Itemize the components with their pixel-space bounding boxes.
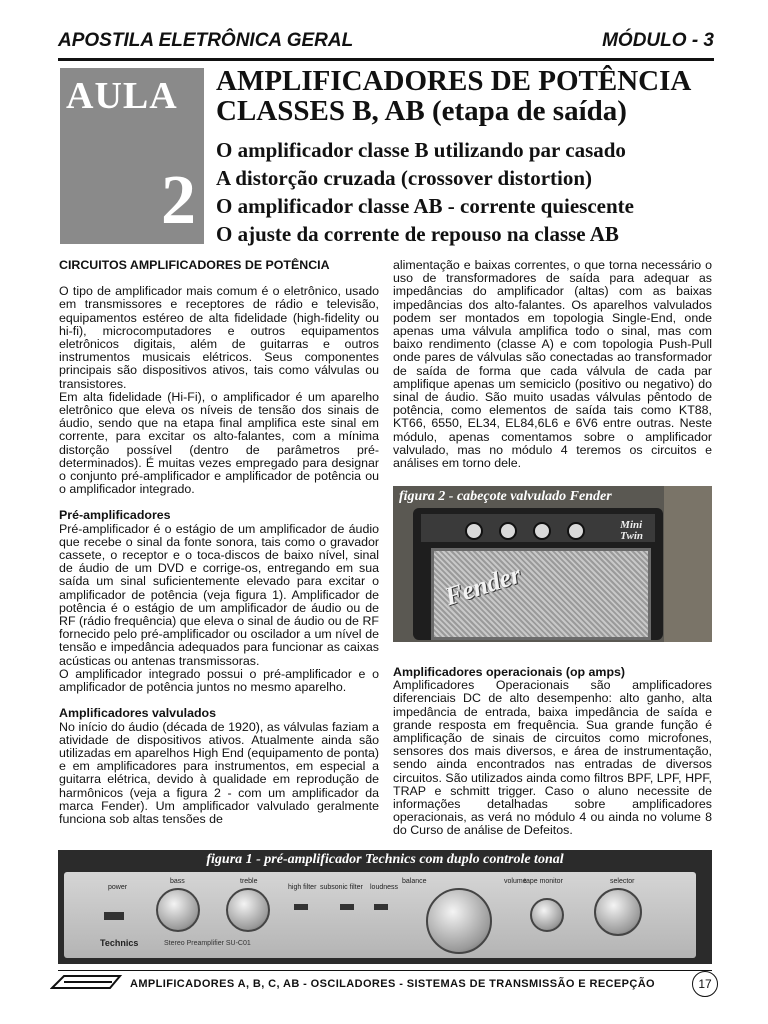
- paragraph: Em alta fidelidade (Hi-Fi), o amplificador é um aparelho eletrônico que eleva os níveis de tensão dos sinais de áudio, sendo que na etapa final amplifica este sinal em corrente, para excitar os alto-falantes, com a mínima distorção possível (dentro de parâmetros pré-determinados). É muitas vezes empregado para designar o conjunto pré-amplificador e amplificador de potência ou o amplificador integrado.: [59, 389, 379, 497]
- lesson-word: AULA: [66, 75, 178, 117]
- paragraph: O amplificador integrado possui o pré-amplificador e o amplificador de potência juntos no mesmo aparelho.: [59, 666, 379, 695]
- section-heading: CIRCUITOS AMPLIFICADORES DE POTÊNCIA: [59, 258, 330, 272]
- page-number: 17: [692, 971, 718, 997]
- topic-item: O amplificador classe B utilizando par casado: [216, 138, 626, 162]
- bass-knob-icon: [156, 888, 200, 932]
- knob-icon: [499, 522, 517, 540]
- treble-label: treble: [240, 878, 258, 885]
- right-column-lower: [393, 666, 712, 838]
- model-label: Stereo Preamplifier SU-C01: [164, 940, 251, 947]
- lesson-box: [60, 68, 204, 244]
- knob-icon: [465, 522, 483, 540]
- tape-monitor-knob-icon: [530, 898, 564, 932]
- lesson-title: [216, 66, 691, 126]
- section-heading: Amplificadores operacionais (op amps): [393, 665, 626, 679]
- subsonic-filter-button-icon: [340, 904, 354, 910]
- module-label: MÓDULO - 3: [602, 30, 714, 51]
- amp-head-image: [413, 508, 663, 640]
- high-filter-label: high filter: [288, 884, 317, 891]
- power-switch-icon: [104, 912, 124, 920]
- speaker-grille: [431, 548, 651, 640]
- preamp-image: [64, 872, 696, 958]
- tape-monitor-label: tape monitor: [524, 878, 563, 885]
- paragraph: O tipo de amplificador mais comum é o eletrônico, usado em transmissores e receptores de rádio e televisão, equipamentos estéreo de alta fidelidade (high-fidelity ou hi-fi), microcomputadores e outros equipamentos eletrônicos digitais, além de guitarras e outros instrumentos musicais elétricos. Seus componentes principais são dispositivos ativos, tais como válvulas ou transistores.: [59, 284, 379, 391]
- footer-rule: [58, 970, 712, 971]
- loudness-button-icon: [374, 904, 388, 910]
- figure-2-caption: figura 2 - cabeçote valvulado Fender: [399, 489, 612, 504]
- selector-knob-icon: [594, 888, 642, 936]
- lesson-number: 2: [161, 162, 196, 239]
- section-heading: Amplificadores valvulados: [59, 706, 217, 721]
- paragraph: Amplificadores Operacionais são amplificadores diferenciais DC de alto desempenho: alto ganho, alta impedância de entrada, baixa impedância de saída e grande resposta em frequência. Sua grande função é amplificação de sinais de circuitos como microfones, sensores dos mais diversos, e área de instrumentação, sendo ainda encontrados nas entradas de diversos circuitos. São utilizados ainda como filtros BPF, LPF, HPF, TRAP e schmitt trigger. Caso o aluno necessite de informações detalhadas sobre amplificadores operacionais, as verá no módulo 4 ou ainda no volume 8 do Curso de análise de Defeitos.: [393, 678, 712, 838]
- figure-1-technics-preamp: [58, 850, 712, 964]
- knob-icon: [567, 522, 585, 540]
- brand-logo: Technics: [100, 938, 139, 948]
- header-rule: [58, 58, 714, 61]
- title-line-1: AMPLIFICADORES DE POTÊNCIA: [216, 65, 692, 97]
- figure-1-caption: figura 1 - pré-amplificador Technics com duplo controle tonal: [206, 852, 564, 867]
- subsonic-filter-label: subsonic filter: [320, 884, 363, 891]
- paragraph: alimentação e baixas correntes, o que torna necessário o uso de transformadores de saída para adequar as impedâncias do amplificador (altas) com as baixas impedâncias dos alto-falantes. Os aparelhos valvulados podem ser montados em topologia Single-End, onde apenas uma válvula amplifica todo o sinal, mas com baixo rendimento (classe A) e com topologia Push-Pull onde pares de válvulas são conectadas ao transformador de saída de forma que cada válvula de cada par amplifique apenas um semiciclo (positivo ou negativo) do sinal de áudio. São muito usadas válvulas pêntodo de potência, como elementos de saída tais como KT88, KT66, 6550, EL34, EL84,6L6 e 6V6 entre outras. Neste módulo, apenas comentamos sobre o amplificador valvulado, mas no módulo 4 teremos os circuitos e análises em torno dele.: [393, 258, 712, 471]
- title-line-2: CLASSES B, AB (etapa de saída): [216, 95, 627, 127]
- brand-logo: Fender: [441, 559, 525, 612]
- volume-label: volume: [504, 878, 527, 885]
- paragraph: Pré-amplificador é o estágio de um amplificador de áudio que recebe o sinal da fonte sonora, tais como o gravador cassete, o receptor e o toca-discos de baixo nível, sinal de áudio de um DVD e corrige-os, entregando em sua saída um sinal suficientemente elevado para excitar o amplificador de potência (veja figura 1). Amplificador de potência é o estágio de um amplificador de áudio ou de RF (rádio frequência) que eleva o sinal de áudio ou de RF fornecido pelo pré-amplificador ou oscilador a um nível de tensão e impedância adequados para funcionar as caixas acústicas ou antenas transmissoras.: [59, 521, 379, 668]
- topic-list: [216, 136, 634, 248]
- treble-knob-icon: [226, 888, 270, 932]
- publisher-logo-icon: [50, 972, 124, 992]
- right-column: [393, 259, 712, 470]
- paragraph: No início do áudio (década de 1920), as válvulas faziam a atividade de dispositivos ativos. Atualmente ainda são utilizadas em aparelhos High End (equipamento de ponta) e em amplificadores para instrumentos, em especial a guitarra elétrica, devido à qualidade em reprodução de harmônicos (veja a figura 2 - com um amplificador da marca Fender). Um amplificador valvulado geralmente funciona sob altas tensões de: [59, 719, 379, 826]
- topic-item: A distorção cruzada (crossover distortion): [216, 166, 593, 190]
- loudness-label: loudness: [370, 884, 399, 891]
- section-heading: Pré-amplificadores: [59, 508, 171, 523]
- balance-label: balance: [402, 878, 427, 885]
- topic-item: O amplificador classe AB - corrente quiescente: [216, 194, 634, 218]
- footer-course-title: AMPLIFICADORES A, B, C, AB - OSCILADORES - SISTEMAS DE TRANSMISSÃO E RECEPÇÃO: [130, 978, 656, 990]
- topic-item: O ajuste da corrente de repouso na classe AB: [216, 222, 619, 246]
- power-label: power: [108, 884, 128, 891]
- knob-icon: [533, 522, 551, 540]
- page-header: [58, 30, 714, 54]
- high-filter-button-icon: [294, 904, 308, 910]
- book-title: APOSTILA ELETRÔNICA GERAL: [58, 30, 354, 51]
- figure-2-fender-amp: [393, 486, 712, 642]
- model-logo: Mini Twin: [620, 519, 643, 542]
- control-panel: [421, 514, 655, 542]
- volume-knob-icon: [426, 888, 492, 954]
- selector-label: selector: [610, 878, 635, 885]
- bass-label: bass: [170, 878, 185, 885]
- left-column: [59, 259, 379, 826]
